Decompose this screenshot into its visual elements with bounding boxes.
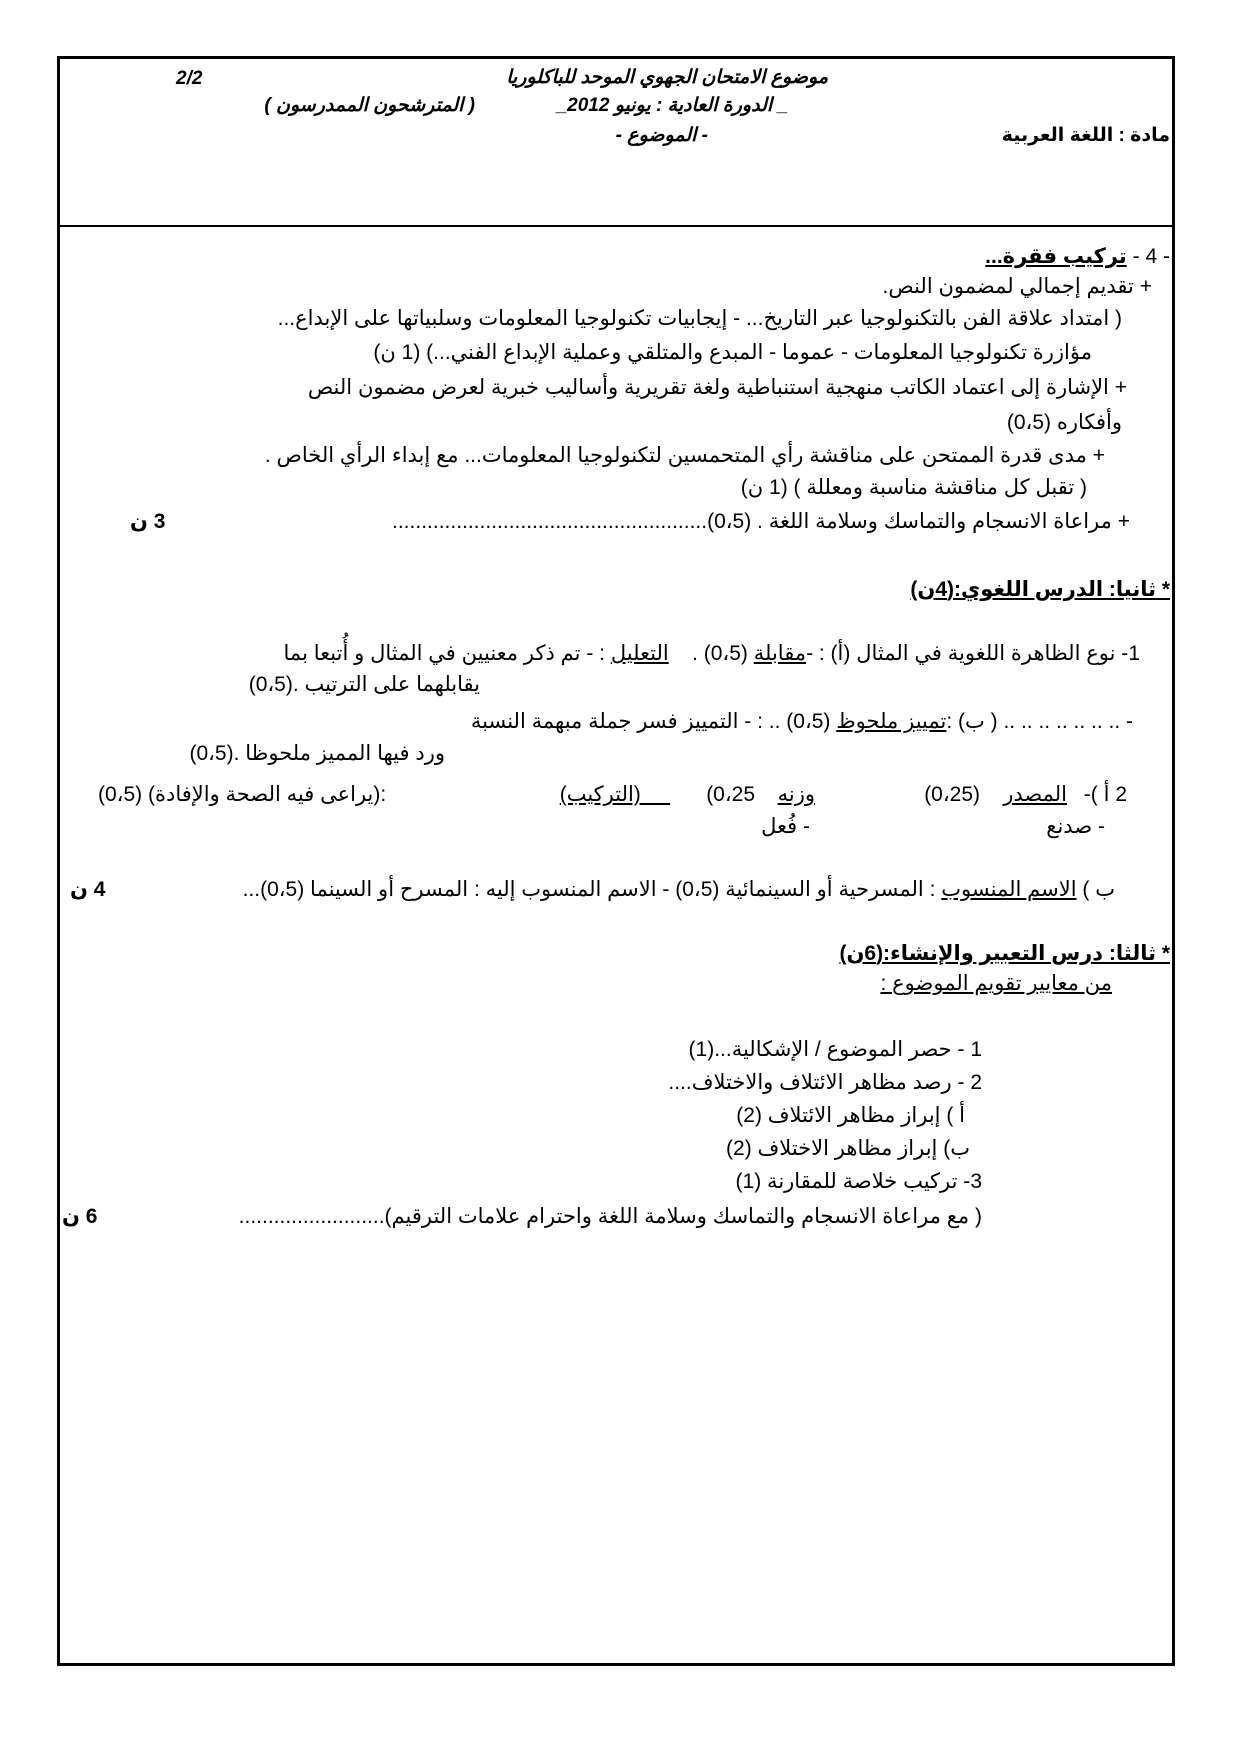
section3-total: 6 ن [62, 1205, 98, 1228]
q1a-label: التعليل [610, 642, 669, 665]
section4-line: + تقديم إجمالي لمضمون النص. [882, 275, 1152, 298]
q2a-under1: - صدنع [1046, 815, 1105, 838]
q2a-masdar: المصدر [1003, 783, 1067, 806]
section4-line: ( امتداد علاقة الفن بالتكنولوجيا عبر التاريخ... - إيجابيات تكنولوجيا المعلومات وسلبياتها على الإبداع... [277, 307, 1122, 330]
section3-criteria: من معايير تقويم الموضوع : [880, 972, 1112, 995]
q2b-text: : المسرحية أو السينمائية (0،5) - الاسم المنسوب إليه : المسرح أو السينما (0،5)... [242, 878, 936, 901]
header-divider [58, 225, 1173, 227]
section3-item: 2 - رصد مظاهر الائتلاف والاختلاف.... [668, 1071, 982, 1094]
section3-final: ( مع مراعاة الانسجام والتماسك وسلامة اللغة واحترام علامات الترقيم)......................... [238, 1205, 982, 1228]
q2a-note: :(يراعى فيه الصحة والإفادة) (0،5) [98, 783, 387, 806]
q2b-total: 4 ن [70, 878, 106, 901]
exam-candidates: ( المترشحون الممدرسون ) [264, 95, 475, 116]
q2b-prefix: ب ) [1082, 878, 1115, 901]
section4-total: 3 ن [130, 510, 166, 533]
q2a-wazn: وزنه [777, 783, 815, 806]
section4-title: تركيب فقرة... [985, 245, 1127, 268]
q1a-prefix: 1- نوع الظاهرة اللغوية في المثال (أ) : - [806, 642, 1140, 665]
q1a-line2: يقابلهما على الترتيب .(0،5) [248, 673, 480, 696]
q1a-line [284, 641, 1140, 666]
section4-line: وأفكاره (0،5) [1006, 411, 1122, 434]
section2-heading: * ثانيا: الدرس اللغوي:(4ن) [910, 578, 1170, 601]
q1b-term: تمييز ملحوظ [836, 710, 947, 733]
section3-item: 1 - حصر الموضوع / الإشكالية...(1) [688, 1038, 982, 1061]
section3-item: 3- تركيب خلاصة للمقارنة (1) [735, 1170, 982, 1193]
page-number: 2/2 [176, 68, 203, 89]
q2a-under2: - فُعل [761, 815, 810, 838]
section4-line: + الإشارة إلى اعتماد الكاتب منهجية استنباطية ولغة تقريرية وأساليب خبرية لعرض مضمون النص [307, 376, 1127, 399]
q2a-prefix: 2 أ )- [1083, 783, 1127, 806]
section4-line: ( تقبل كل مناقشة مناسبة ومعللة ) (1 ن) [740, 476, 1087, 499]
section4-line: + مدى قدرة الممتحن على مناقشة رأي المتحمسين لتكنولوجيا المعلومات... مع إبداء الرأي الخاص . [264, 444, 1105, 467]
q1b-line [471, 709, 1133, 734]
q2a-wazn-score: (0،25 [706, 783, 755, 806]
section3-item: ب) إبراز مظاهر الاختلاف (2) [726, 1137, 970, 1160]
q1b-score: (0،5) .. : - التمييز فسر جملة مبهمة النسبة [470, 710, 831, 733]
section3-heading: * ثالثا: درس التعبير والإنشاء:(6ن) [839, 942, 1170, 965]
section4-number: - 4 - [1132, 245, 1170, 268]
section4-line: مؤازرة تكنولوجيا المعلومات - عموما - المبدع والمتلقي وعملية الإبداع الفني...) (1 ن) [373, 341, 1092, 364]
q2a-tarkib: __ (التركيب) [559, 783, 670, 806]
exam-session: _ الدورة العادية : يونيو 2012_ [556, 95, 788, 116]
section4-line: + مراعاة الانسجام والتماسك وسلامة اللغة . (0،5)...................................................... [392, 510, 1130, 533]
exam-topic: - الموضوع - [615, 125, 708, 146]
q2a-masdar-score: (0،25) [924, 783, 980, 806]
q1a-rest: : - تم ذكر معنيين في المثال و أُتبعا بما [283, 642, 605, 665]
q1b-line2: ورد فيها المميز ملحوظا .(0،5) [189, 742, 445, 765]
q2b-label: الاسم المنسوب [941, 878, 1077, 901]
q1a-term: مقابلة [753, 642, 807, 665]
q1b-dots: - .. .. .. .. .. .. .. ( ب) : [946, 710, 1133, 733]
q1a-score: (0،5) . [692, 642, 748, 665]
section4-heading [985, 244, 1170, 269]
q2b-line [243, 877, 1115, 902]
exam-subject: مادة : اللغة العربية [1001, 125, 1170, 146]
section3-item: أ ) إبراز مظاهر الائتلاف (2) [736, 1104, 965, 1127]
exam-title: موضوع الامتحان الجهوي الموحد للباكلوريا [506, 67, 828, 88]
